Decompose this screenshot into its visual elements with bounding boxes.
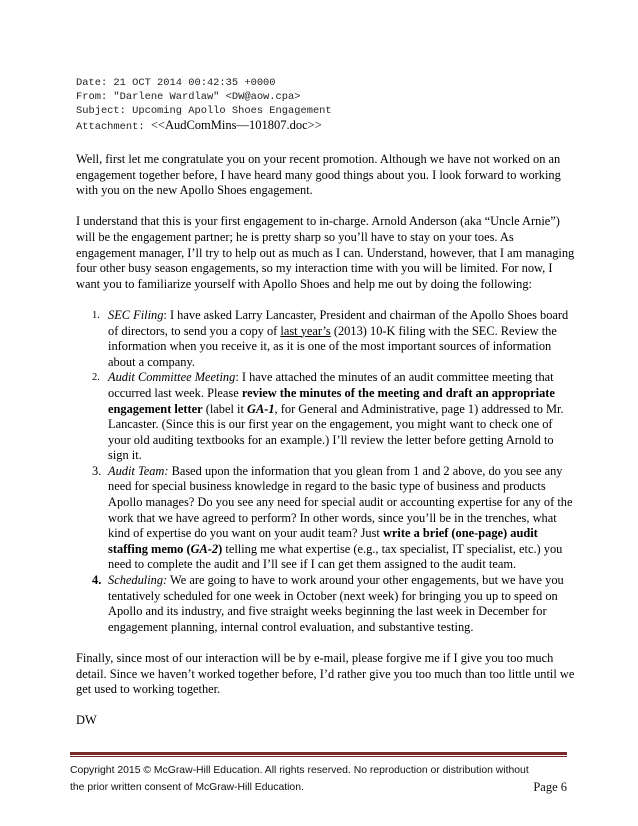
email-attachment bbox=[76, 118, 332, 134]
email-date: Date: 21 OCT 2014 00:42:35 +0000 bbox=[76, 77, 276, 89]
page-number: Page 6 bbox=[533, 780, 567, 794]
item-title: Audit Committee Meeting bbox=[108, 370, 236, 385]
item-text: (label it bbox=[202, 401, 247, 416]
attachment-filename: <<AudComMins—101807.doc>> bbox=[150, 118, 322, 132]
signature: DW bbox=[76, 713, 97, 728]
list-item-audit-team bbox=[76, 464, 576, 573]
item-workpaper-ref: GA-1 bbox=[247, 401, 275, 416]
list-number: 4. bbox=[92, 573, 102, 588]
item-text: Based upon the information that you glean from 1 and 2 above, do you see any need for special business knowledge in regard to the basic type of business and products Apollo manages? Do you see any need for special audit or accounting expertise for any of the work that we have agreed to perform? In other words, since you’ll be in the trenches, what kind of expertise do you want on your audit team? Just bbox=[108, 463, 573, 541]
item-text: (2013) 10-K filing with the SEC. Review the information when you receive it, as it is one of the most important sources of information about a company. bbox=[108, 323, 557, 369]
list-number: 3. bbox=[92, 463, 102, 478]
attachment-label: Attachment: bbox=[76, 121, 145, 133]
item-text: , for General and Administrative, page 1) addressed to Mr. Lancaster. (Since this is our first year on the engagement, you might want to check one of your old auditing textbooks for an example.) I’ll review the letter before getting Arnold to sign it. bbox=[108, 401, 564, 463]
item-underlined-text: last year’s bbox=[280, 323, 331, 338]
list-number: 1. bbox=[92, 309, 100, 321]
list-item-scheduling bbox=[76, 573, 576, 635]
list-item-audit-committee bbox=[76, 370, 576, 464]
copyright-line-2: the prior written consent of McGraw-Hill Education. bbox=[70, 782, 304, 793]
email-header bbox=[76, 76, 332, 134]
footer-divider bbox=[70, 752, 567, 755]
item-title: SEC Filing bbox=[108, 307, 164, 322]
copyright-line-1: Copyright 2015 © McGraw-Hill Education. All rights reserved. No reproduction or distribution without bbox=[70, 765, 529, 776]
email-subject: Subject: Upcoming Apollo Shoes Engagement bbox=[76, 105, 332, 117]
paragraph-closing: Finally, since most of our interaction will be by e-mail, please forgive me if I give you too much detail. Since we haven’t worked together before, I’d rather give you too much than too little until we get used to working together. bbox=[76, 651, 575, 697]
item-bold-text: write a brief (one-page) audit staffing memo ( bbox=[108, 526, 538, 556]
item-workpaper-ref: GA-2 bbox=[190, 541, 219, 556]
item-text: We are going to have to work around your other engagements, but we have you tentatively scheduled for one week in October (next week) for bringing you up to speed on Apollo and its industry, and five straight weeks beginning the last week in December for engagement planning, internal control evaluation, and substantive testing. bbox=[108, 573, 564, 634]
paragraph-context: I understand that this is your first engagement to in-charge. Arnold Anderson (aka “Uncle Arnie”) will be the engagement partner; he is pretty sharp so you’ll have to stay on your toes. As engagement manager, I’ll try to help out as much as I can. Understand, however, that I am managing four other busy season engagements, so my interaction time with you will be limited. For now, I want you to familiarize yourself with Apollo Shoes and help me out by doing the following: bbox=[76, 214, 575, 291]
item-text: : I have attached the minutes of an audit committee meeting that occurred last week. Please bbox=[108, 370, 554, 400]
item-text: telling me what expertise (e.g., tax specialist, IT specialist, etc.) you need to complete the audit and I’ll see if I can get them assigned to the audit team. bbox=[108, 541, 563, 572]
footer-divider-thin bbox=[70, 756, 567, 757]
page-footer bbox=[70, 762, 567, 796]
list-number: 2. bbox=[92, 372, 100, 384]
item-bold-text: review the minutes of the meeting and draft an appropriate engagement letter bbox=[108, 385, 555, 416]
item-text: : I have asked Larry Lancaster, President and chairman of the Apollo Shoes board of directors, to send you a copy of bbox=[108, 307, 569, 338]
item-title: Scheduling: bbox=[108, 573, 168, 588]
email-body bbox=[76, 152, 576, 745]
item-bold-text: ) bbox=[218, 541, 223, 556]
item-title: Audit Team: bbox=[108, 463, 169, 478]
task-list bbox=[76, 308, 576, 635]
paragraph-greeting: Well, first let me congratulate you on your recent promotion. Although we have not worked on an engagement together before, I have heard many good things about you. I look forward to working with you on the new Apollo Shoes engagement. bbox=[76, 152, 561, 198]
list-item-sec-filing bbox=[76, 308, 576, 370]
email-from: From: "Darlene Wardlaw" <DW@aow.cpa> bbox=[76, 91, 301, 103]
